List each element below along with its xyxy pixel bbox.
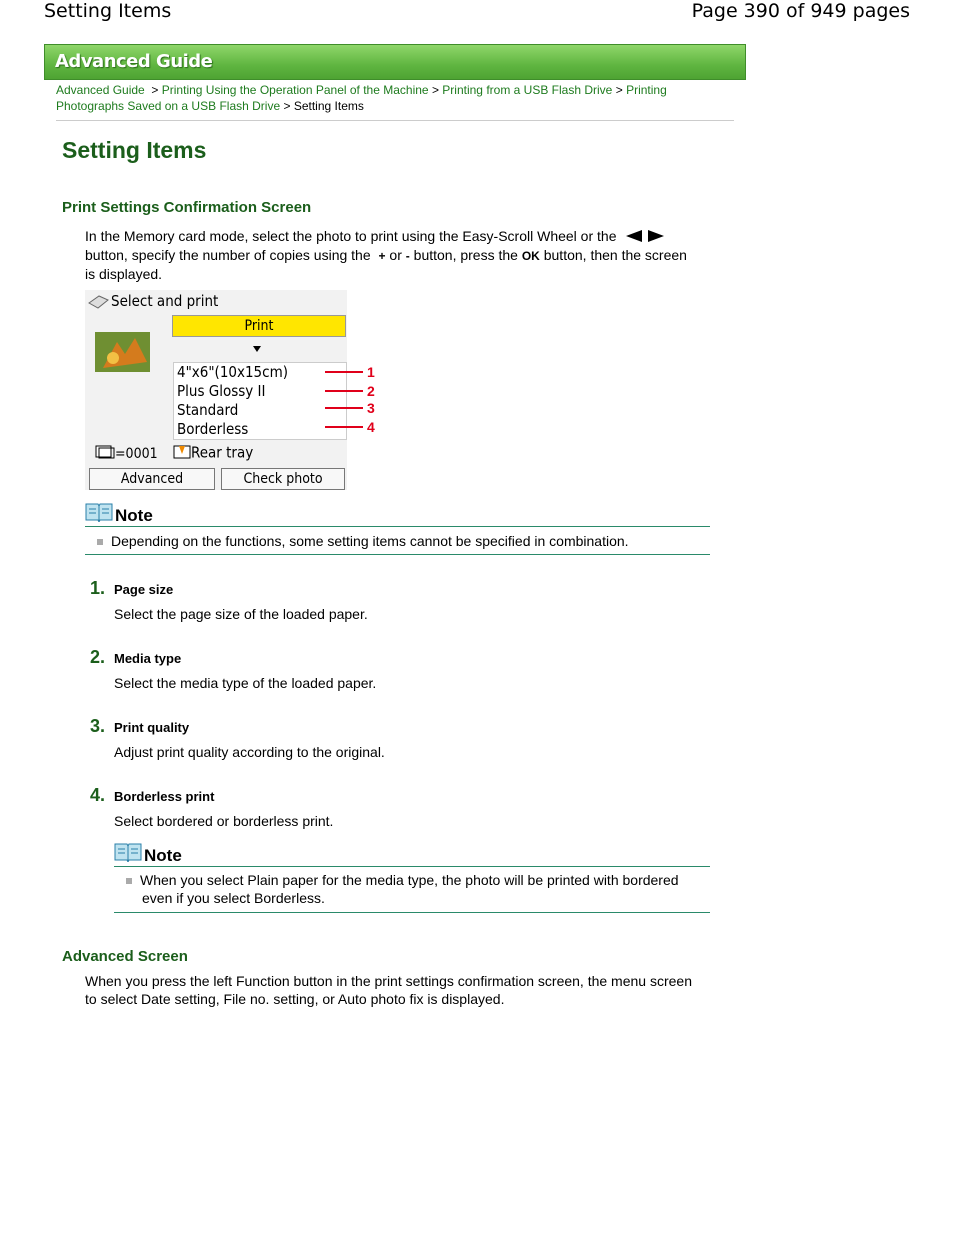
intro-text-b: button, specify the number of copies using the [85,247,371,264]
bullet-icon [126,878,132,884]
section-heading-advanced-screen: Advanced Screen [62,948,188,965]
breadcrumb-divider [56,120,734,121]
callout-markers [325,364,385,439]
note-heading: Note [115,506,153,525]
item-number: 2. [90,647,106,667]
note-text-body: Depending on the functions, some setting items cannot be specified in combination. [111,533,629,549]
minus-button-icon: - [405,249,410,264]
breadcrumb-separator: > [431,83,439,97]
note-text [97,532,707,550]
note-bottom-rule [85,554,710,555]
lcd-copies [95,445,158,463]
lcd-advanced-button: Advanced [89,468,215,490]
lcd-print-button: Print [172,315,346,337]
section-heading-print-settings: Print Settings Confirmation Screen [62,199,312,216]
note-top-rule [85,526,710,527]
note-bottom-rule [114,912,710,913]
item-number: 3. [90,716,106,736]
item-title-media-type: Media type [114,651,182,666]
lcd-tray-label: Rear tray [191,443,254,462]
lcd-paper-source [173,443,253,463]
advanced-guide-banner [44,44,746,80]
intro-text-c: button, press the [413,247,518,264]
breadcrumb-link-printing-photographs[interactable]: Printing Photographs Saved on a USB Flash Drive [56,83,667,113]
memory-card-icon [87,294,109,313]
copies-icon [95,445,115,463]
lcd-print-quality: Standard [177,401,239,419]
item-number: 1. [90,578,106,598]
section-intro-paragraph [85,227,715,283]
breadcrumb-current: Setting Items [293,99,364,113]
note-book-icon [85,502,113,527]
dropdown-arrow-icon [253,337,261,356]
note-text-line1: When you select Plain paper for the media type, the photo will be printed with bordered [140,872,679,888]
lcd-page-size: 4"x6"(10x15cm) [177,363,288,381]
breadcrumb-link-operation-panel[interactable]: Printing Using the Operation Panel of the Machine [161,83,429,97]
lcd-media-type: Plus Glossy II [177,382,266,400]
left-right-arrow-icon [626,228,664,246]
callout-number-1: 1 [367,364,375,380]
breadcrumb-separator: > [151,83,159,97]
item-desc-page-size: Select the page size of the loaded paper. [114,606,368,622]
callout-number-4: 4 [367,419,375,435]
note-text [126,871,706,907]
breadcrumb-link-usb-flash-drive[interactable]: Printing from a USB Flash Drive [442,83,613,97]
note-book-icon [114,842,142,867]
item-desc-print-quality: Adjust print quality according to the original. [114,744,385,760]
page-number: Page 390 of 949 pages [691,0,910,22]
intro-text-a: In the Memory card mode, select the photo to print using the Easy-Scroll Wheel or the [85,228,617,244]
breadcrumb-separator: > [283,99,291,113]
intro-text-or: or [389,247,402,264]
intro-text-e: is displayed. [85,266,163,283]
note-heading: Note [144,846,182,865]
breadcrumb [56,82,706,114]
advanced-text-line2: to select Date setting, File no. setting, or Auto photo fix is displayed. [85,991,505,1007]
breadcrumb-link-advanced-guide[interactable]: Advanced Guide [56,83,145,97]
advanced-text-line1: When you press the left Function button in the print settings confirmation screen, the menu screen [85,973,692,989]
note-text-line2: even if you select Borderless. [142,890,325,906]
intro-text-d: button, then the screen [543,247,687,264]
lcd-borderless: Borderless [177,420,249,438]
item-title-borderless-print: Borderless print [114,789,215,804]
lcd-settings-list [173,362,347,440]
callout-number-2: 2 [367,383,375,399]
item-title-print-quality: Print quality [114,720,190,735]
item-number: 4. [90,785,106,805]
note-top-rule [114,866,710,867]
photo-thumbnail [95,332,150,372]
breadcrumb-separator: > [615,83,623,97]
advanced-screen-paragraph [85,972,725,1008]
banner-label: Advanced Guide [55,51,213,72]
bullet-icon [97,539,103,545]
callout-number-3: 3 [367,400,375,416]
ok-button-icon: OK [521,249,540,264]
lcd-title: Select and print [111,292,219,310]
item-title-page-size: Page size [114,582,174,597]
document-header-title: Setting Items [44,0,172,22]
page-title: Setting Items [62,137,207,163]
plus-button-icon: + [378,249,386,264]
item-desc-borderless-print: Select bordered or borderless print. [114,813,334,829]
item-desc-media-type: Select the media type of the loaded paper. [114,675,377,691]
lcd-check-photo-button: Check photo [221,468,345,490]
rear-tray-icon [173,443,191,463]
lcd-copies-value: =0001 [115,446,158,462]
lcd-screen-illustration [85,290,347,490]
